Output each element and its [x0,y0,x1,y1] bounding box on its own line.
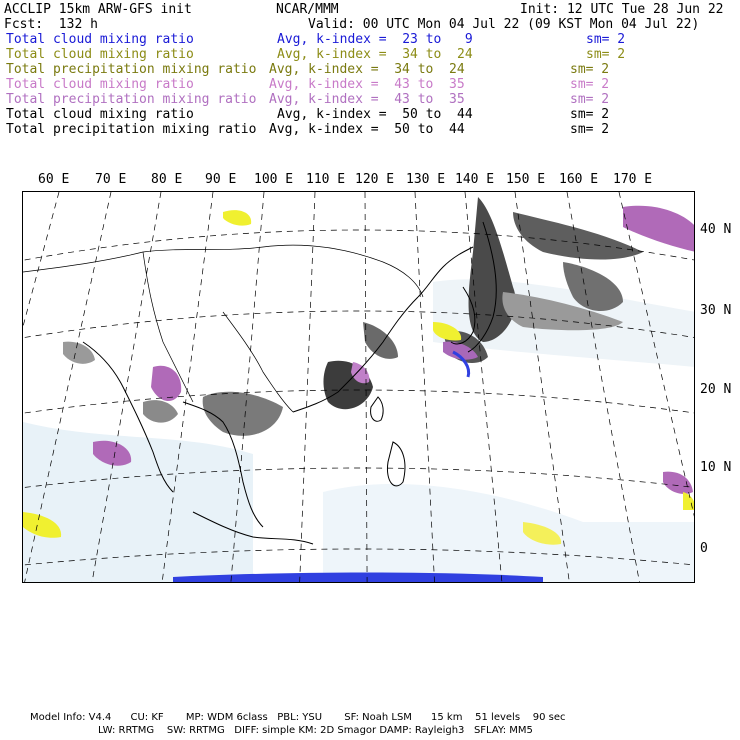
field-level-range: Avg, k-index = 43 to 35 [269,92,465,107]
latitude-label: 40 N [700,222,732,237]
longitude-label: 160 E [559,172,599,187]
longitude-label: 80 E [151,172,183,187]
longitude-label: 120 E [355,172,395,187]
latitude-label: 20 N [700,382,732,397]
organization: NCAR/MMM [276,2,339,17]
map-canvas [23,192,695,583]
field-smoothing: sm= 2 [586,32,626,47]
field-legend-row [0,77,740,92]
longitude-label: 140 E [455,172,495,187]
field-legend-row [0,122,740,137]
field-smoothing: sm= 2 [586,47,626,62]
field-name: Total cloud mixing ratio [6,77,194,92]
latitude-label: 30 N [700,303,732,318]
field-name: Total cloud mixing ratio [6,107,194,122]
field-level-range: Avg, k-index = 34 to 24 [269,62,465,77]
longitude-label: 60 E [38,172,70,187]
field-smoothing: sm= 2 [570,122,610,137]
latitude-label: 0 [700,541,708,556]
field-level-range: Avg, k-index = 50 to 44 [277,107,473,122]
longitude-label: 150 E [506,172,546,187]
field-level-range: Avg, k-index = 34 to 24 [277,47,473,62]
longitude-label: 110 E [306,172,346,187]
field-legend-row [0,62,740,77]
haze-southwest [23,422,253,583]
longitude-label: 100 E [254,172,294,187]
field-name: Total precipitation mixing ratio [6,92,257,107]
field-level-range: Avg, k-index = 23 to 9 [277,32,473,47]
forecast-hour: Fcst: 132 h [4,17,98,32]
model-title: ACCLIP 15km ARW-GFS init [4,2,192,17]
field-legend-row [0,47,740,62]
field-smoothing: sm= 2 [570,77,610,92]
field-smoothing: sm= 2 [570,62,610,77]
forecast-map [22,191,695,583]
field-smoothing: sm= 2 [570,107,610,122]
field-level-range: Avg, k-index = 43 to 35 [269,77,465,92]
footer-physics-info: LW: RRTMG SW: RRTMG DIFF: simple KM: 2D Smagor DAMP: Rayleigh3 SFLAY: MM5 [98,725,533,736]
valid-time: Valid: 00 UTC Mon 04 Jul 22 (09 KST Mon 04 Jul 22) [308,17,700,32]
longitude-label: 70 E [95,172,127,187]
field-legend-row [0,107,740,122]
latitude-label: 10 N [700,460,732,475]
field-name: Total precipitation mixing ratio [6,122,257,137]
field-smoothing: sm= 2 [570,92,610,107]
field-level-range: Avg, k-index = 50 to 44 [269,122,465,137]
init-time: Init: 12 UTC Tue 28 Jun 22 [520,2,724,17]
field-legend-row [0,32,740,47]
footer-model-info: Model Info: V4.4 CU: KF MP: WDM 6class PBL: YSU SF: Noah LSM 15 km 51 levels 90 sec [30,712,566,723]
longitude-label: 130 E [406,172,446,187]
field-name: Total cloud mixing ratio [6,32,194,47]
field-name: Total cloud mixing ratio [6,47,194,62]
field-legend-row [0,92,740,107]
field-name: Total precipitation mixing ratio [6,62,257,77]
longitude-label: 90 E [205,172,237,187]
longitude-label: 170 E [613,172,653,187]
